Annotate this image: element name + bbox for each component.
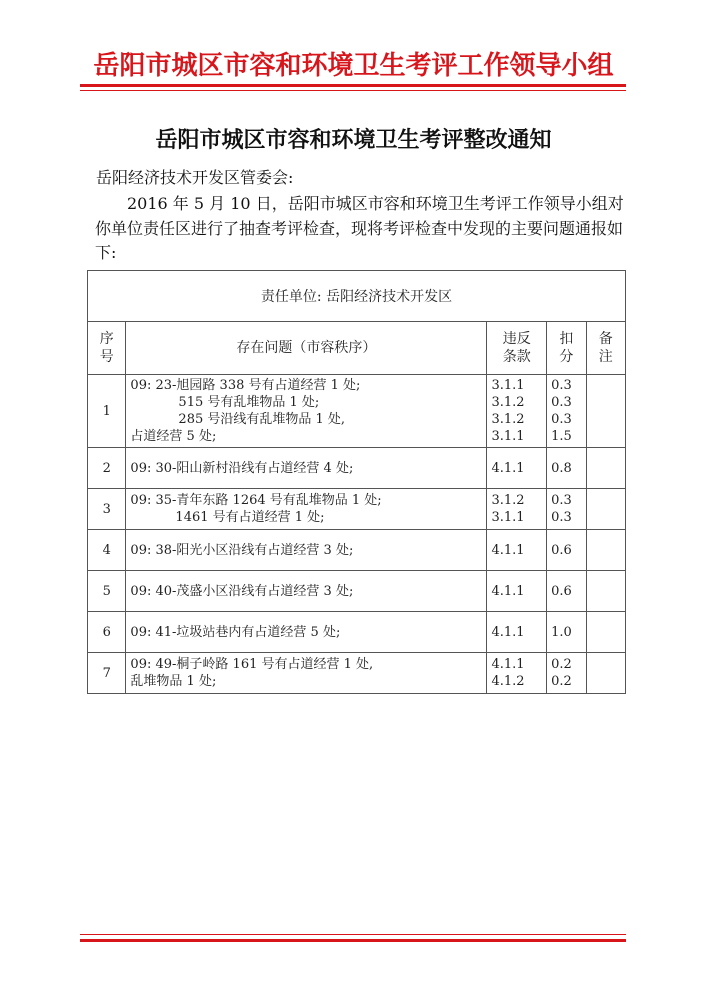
row-issue: 09: 35-青年东路 1264 号有乱堆物品 1 处; 1461 号有占道经营 1 处; [126,489,487,530]
row-issue: 09: 23-旭园路 338 号有占道经营 1 处; 515 号有乱堆物品 1 处; 285 号沿线有乱堆物品 1 处, 占道经营 5 处; [126,375,487,448]
row-clause: 3.1.2 3.1.1 [487,489,547,530]
row-note [586,571,625,612]
notice-body [95,192,635,266]
issues-table [87,270,626,694]
row-note [586,653,625,694]
row-index: 2 [88,448,126,489]
row-clause: 4.1.1 [487,612,547,653]
row-note [586,489,625,530]
table-row [88,653,626,694]
row-clause: 4.1.1 4.1.2 [487,653,547,694]
row-issue: 09: 38-阳光小区沿线有占道经营 3 处; [126,530,487,571]
row-index: 5 [88,571,126,612]
notice-body-paragraph: 2016 年 5 月 10 日，岳阳市城区市容和环境卫生考评工作领导小组对你单位责任区进行了抽查考评检查，现将考评检查中发现的主要问题通报如下: [95,194,624,262]
row-issue: 09: 30-阳山新村沿线有占道经营 4 处; [126,448,487,489]
table-row [88,530,626,571]
row-deduction: 0.3 0.3 0.3 1.5 [547,375,586,448]
table-row [88,612,626,653]
responsible-unit: 责任单位: 岳阳经济技术开发区 [88,271,626,322]
table-row [88,571,626,612]
header-issue: 存在问题（市容秩序） [126,322,487,375]
table-unit-row [88,271,626,322]
table-row [88,375,626,448]
row-note [586,375,625,448]
footer-rule-thick [80,939,626,942]
row-index: 1 [88,375,126,448]
row-clause: 4.1.1 [487,448,547,489]
row-clause: 4.1.1 [487,530,547,571]
row-clause: 3.1.1 3.1.2 3.1.2 3.1.1 [487,375,547,448]
header-clause: 违反 条款 [487,322,547,375]
row-index: 7 [88,653,126,694]
row-deduction: 0.6 [547,571,586,612]
header-index: 序 号 [88,322,126,375]
org-header-title: 岳阳市城区市容和环境卫生考评工作领导小组 [93,51,614,81]
row-deduction: 0.8 [547,448,586,489]
row-index: 4 [88,530,126,571]
row-issue: 09: 49-桐子岭路 161 号有占道经营 1 处, 乱堆物品 1 处; [126,653,487,694]
row-note [586,530,625,571]
notice-title: 岳阳市城区市容和环境卫生考评整改通知 [155,127,552,153]
row-deduction: 1.0 [547,612,586,653]
footer-rule-thin [80,934,626,935]
row-clause: 4.1.1 [487,571,547,612]
row-issue: 09: 40-茂盛小区沿线有占道经营 3 处; [126,571,487,612]
header-rule-thin [80,90,626,91]
row-index: 3 [88,489,126,530]
row-deduction: 0.2 0.2 [547,653,586,694]
row-note [586,448,625,489]
addressee: 岳阳经济技术开发区管委会: [96,168,294,187]
row-index: 6 [88,612,126,653]
table-row [88,448,626,489]
table-row [88,489,626,530]
header-note: 备 注 [586,322,625,375]
row-issue: 09: 41-垃圾站巷内有占道经营 5 处; [126,612,487,653]
row-deduction: 0.6 [547,530,586,571]
header-rule-thick [80,84,626,87]
table-header-row [88,322,626,375]
row-deduction: 0.3 0.3 [547,489,586,530]
header-deduction: 扣 分 [547,322,586,375]
row-note [586,612,625,653]
